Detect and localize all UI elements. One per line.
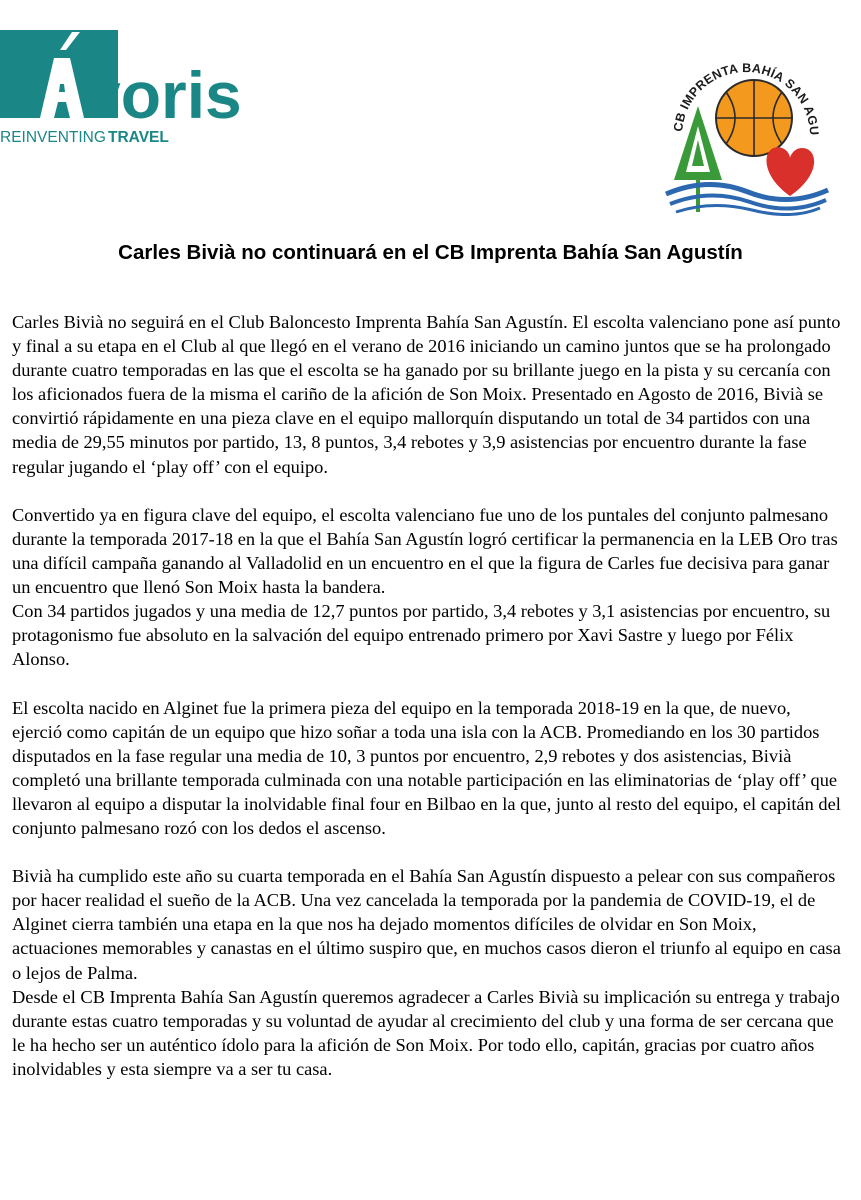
avoris-logo [0,28,290,148]
club-ring-text: CB IMPRENTA BAHÍA SAN AGU [671,60,822,136]
paragraph: Convertido ya en figura clave del equipo, el escolta valenciano fue uno de los puntales del conjunto palmesano durante la temporada 2017-18 en la que el Bahía San Agustín logró certificar la permanencia en la LEB Oro tras una difícil campaña ganando al Valladolid en un encuentro en el que la figura de Carles fue decisiva para ganar un encuentro que llenó Son Moix hasta la bandera. [12,504,838,598]
avoris-tagline-bold: TRAVEL [108,129,169,146]
avoris-tagline-light: REINVENTING [0,129,106,146]
article-title: Carles Bivià no continuará en el CB Imprenta Bahía San Agustín [118,241,743,264]
club-logo [660,44,832,216]
article-body [12,310,842,1081]
avoris-logo-graphic [0,28,290,148]
paragraph: Carles Bivià no seguirá en el Club Baloncesto Imprenta Bahía San Agustín. El escolta valenciano pone así punto y final a su etapa en el Club al que llegó en el verano de 2016 iniciando un camino juntos que se ha prolongado durante cuatro temporadas en las que el escolta se ha ganado por su brillante juego en la pista y su cercanía con los aficionados fuera de la misma el cariño de la afición de Son Moix. Presentado en Agosto de 2016, Bivià se convirtió rápidamente en una pieza clave en el equipo mallorquín disputando un total de 34 partidos con una media de 29,55 minutos por partido, 13, 8 puntos, 3,4 rebotes y 3,9 asistencias por encuentro durante la fase regular jugando el ‘play off’ con el equipo. [12,312,841,477]
paragraph: Desde el CB Imprenta Bahía San Agustín queremos agradecer a Carles Bivià su implicación su entrega y trabajo durante estas cuatro temporadas y su voluntad de ayudar al crecimiento del club y una forma de ser cercana que le ha hecho ser un auténtico ídolo para la afición de Son Moix. Por todo ello, capitán, gracias por cuatro años inolvidables y esta siempre va a ser tu casa. [12,986,840,1079]
paragraph: Bivià ha cumplido este año su cuarta temporada en el Bahía San Agustín dispuesto a pelear con sus compañeros por hacer realidad el sueño de la ACB. Una vez cancelada la temporada por la pandemia de COVID-19, el de Alginet cierra también una etapa en la que nos ha dejado momentos difíciles de olvidar en Son Moix, actuaciones memorables y canastas en el último suspiro que, en muchos casos dieron el triunfo al equipo en casa o lejos de Palma. [12,866,841,983]
avoris-wordmark: voris [84,58,242,132]
basketball-icon [716,80,792,156]
waves-icon [666,184,828,214]
paragraph: Con 34 partidos jugados y una media de 12,7 puntos por partido, 3,4 rebotes y 3,1 asistencias por encuentro, su protagonismo fue absoluto en la salvación del equipo entrenado primero por Xavi Sastre y luego por Félix Alonso. [12,601,831,670]
paragraph: El escolta nacido en Alginet fue la primera pieza del equipo en la temporada 2018-19 en la que, de nuevo, ejerció como capitán de un equipo que hizo soñar a toda una isla con la ACB. Promediando en los 30 partidos disputados en la fase regular una media de 10, 3 puntos por encuentro, 2,9 rebotes y dos asistencias, Bivià completó una brillante temporada culminada con una notable participación en las eliminatorias de ‘play off’ que llevaron al equipo a disputar la inolvidable final four en Bilbao en la que, junto al resto del equipo, el capitán del conjunto palmesano rozó con los dedos el ascenso. [12,697,841,838]
club-logo-graphic [660,44,832,216]
heart-icon [767,147,815,196]
